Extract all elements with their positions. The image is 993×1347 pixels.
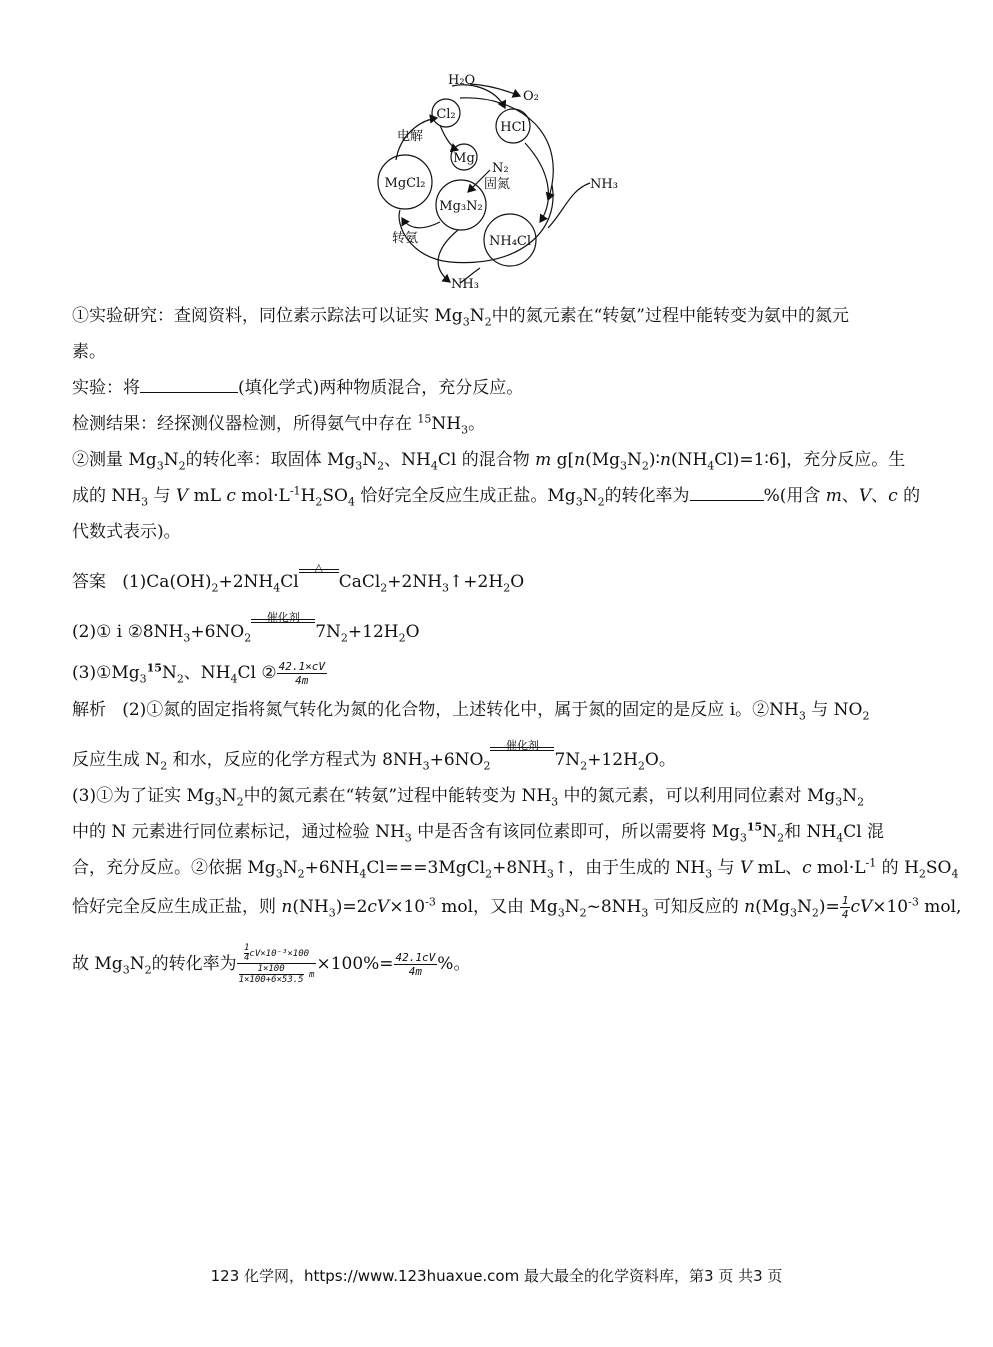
answer-2: (2)① ⅰ $②8NH_3+6NO_2$ 催化剂 $7N_2+12H_2O$ xyxy=(72,611,420,645)
label-nh4cl: NH₄Cl xyxy=(488,234,532,249)
quarter-fraction: $\frac{1}{4}$ xyxy=(841,894,849,921)
q4-line: 代数式表示)。 xyxy=(72,522,181,542)
q1-line: ①实验研究：查阅资料，同位素示踪法可以证实 $Mg_3N_2$中的氮元素在“转氨”过程中能转变为氨中的氮元 xyxy=(72,306,849,329)
analysis-5: 合，充分反应。②依据 $Mg_3N_2+6NH_4Cl===3MgCl_2+8NH_3↑$，由于生成的 $NH_3$ 与 V mL、c $mol\cdot L^{-1}$ 的 $H_2SO_4$ xyxy=(72,856,959,881)
label-hcl: HCl xyxy=(500,120,526,135)
conversion-fraction: $\frac{1}{4}$ cV×10⁻³×100 $\frac{1\times 100}{1\times 100+6\times 53.5}$ m xyxy=(238,943,315,985)
analysis-3: (3)①为了证实 $Mg_3N_2$中的氮元素在“转氨”过程中能转变为 $NH_3$ 中的氮元素，可以利用同位素对 $Mg_3N_2$ xyxy=(72,786,865,809)
answer-1: 答案 $(1)Ca(OH)_2+2NH_4Cl$ △ $CaCl_2+2NH_3↑+2H_2O$ xyxy=(72,561,525,595)
label-cl2: Cl₂ xyxy=(436,107,456,122)
label-h2o: H₂O xyxy=(448,73,476,88)
analysis-7: 故 $Mg_3N_2$的转化率为 $\frac{1}{4}$ cV×10⁻³×100 $\frac{1\times 100}{1\times 100+6\times 53.5}$ m ×100%= $\frac{42.1cV}{4m}$ %。 xyxy=(72,943,471,985)
analysis-6: 恰好完全反应生成正盐，则 $n(NH_3)=2cV\times 10^{-3}$ mol，又由 $Mg_3N_2\sim 8NH_3$ 可知反应的 $n(Mg_3N_2)=$ $\frac{1}{4}$ $cV\times 10^{-3}$ mol, xyxy=(72,894,962,921)
analysis-4: 中的 N 元素进行同位素标记，通过检验 $NH_3$ 中是否含有该同位素即可，所以需要将 $Mg_3^{15}N_2$和 $NH_4Cl$ 混 xyxy=(72,820,885,845)
analysis-1: 解析 (2)①氮的固定指将氮气转化为氮的化合物，上述转化中，属于氮的固定的是反应 ⅰ。$②NH_3$ 与 $NO_2$ xyxy=(72,700,870,723)
experiment-line: 实验：将 (填化学式)两种物质混合，充分反应。 xyxy=(72,378,524,398)
answer-blank-1[interactable] xyxy=(140,378,238,393)
q3-line: 成的 $NH_3$ 与 V mL c $mol\cdot L^{-1}H_2SO_4$ 恰好完全反应生成正盐。$Mg_3N_2$的转化率为 %(用含 m、V、c 的 xyxy=(72,484,921,509)
answer-fraction: $\frac{42.1\times cV}{4m}$ xyxy=(278,660,325,687)
answer-blank-2[interactable] xyxy=(690,486,764,501)
label-electrolysis: 电解 xyxy=(397,129,424,144)
reaction-cycle-diagram xyxy=(0,0,993,300)
label-n2: N₂ xyxy=(492,161,509,176)
page-footer: 123 化学网，https://www.123huaxue.com 最大最全的化学资料库，第3 页 共3 页 xyxy=(210,1267,783,1285)
result-fraction: $\frac{42.1cV}{4m}$ xyxy=(395,951,436,978)
analysis-2: 反应生成 $N_2$ 和水，反应的化学方程式为 $8NH_3+6NO_2$ 催化剂 $7N_2+12H_2O$。 xyxy=(72,739,676,773)
label-o2: O₂ xyxy=(523,89,539,104)
label-convert-n: 转氨 xyxy=(392,231,419,246)
label-nh3-right: NH₃ xyxy=(590,177,618,192)
label-nh3-bottom: NH₃ xyxy=(451,277,479,292)
q2-line: ②测量 $Mg_3N_2$的转化率：取固体 $Mg_3N_2$、$NH_4Cl$ 的混合物 m $g[n(Mg_3N_2)∶n(NH_4Cl)=1∶6]$，充分反应。生 xyxy=(72,450,906,473)
label-fix-n: 固氮 xyxy=(484,177,511,192)
answer-3: $(3)①Mg_3^{15}N_2$、$NH_4Cl$ ② $\frac{42.1\times cV}{4m}$ xyxy=(72,660,325,687)
label-mgcl2: MgCl₂ xyxy=(384,176,426,191)
label-mg3n2: Mg₃N₂ xyxy=(439,199,483,214)
q1-line-2: 素。 xyxy=(72,342,106,362)
detection-line: 检测结果：经探测仪器检测，所得氨气中存在 $^{15}NH_3$。 xyxy=(72,412,486,437)
label-mg: Mg xyxy=(453,151,475,166)
